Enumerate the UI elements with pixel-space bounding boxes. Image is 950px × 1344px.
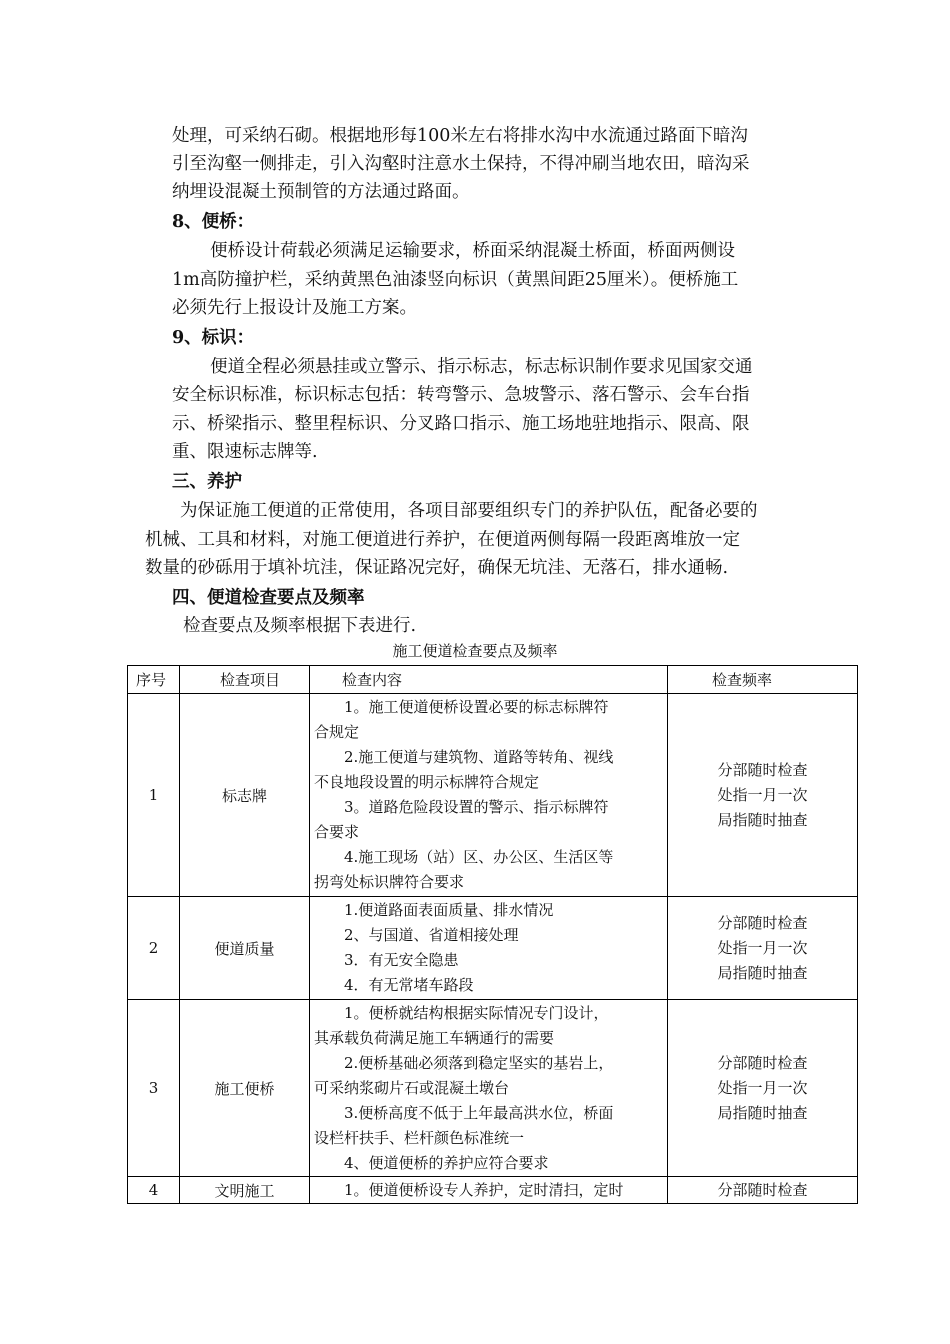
- table-row: [128, 897, 858, 1000]
- paragraph-line: 处理，可采纳石砌。根据地形每100米左右将排水沟中水流通过路面下暗沟: [172, 126, 748, 146]
- inspection-table: [127, 665, 858, 1204]
- content-line: 1。便桥就结构根据实际情况专门设计，: [344, 1003, 609, 1022]
- row-content: [310, 694, 668, 897]
- paragraph-line: 必须先行上报设计及施工方案。: [172, 298, 417, 318]
- paragraph-line: 安全标识标准，标识标志包括：转弯警示、急坡警示、落石警示、会车台指: [172, 385, 750, 405]
- paragraph-line: 便道全程必须悬挂或立警示、指示标志，标志标识制作要求见国家交通: [210, 357, 753, 377]
- content-line: 不良地段设置的明示标牌符合规定: [314, 773, 540, 791]
- frequency-line: 局指随时抽查: [717, 1103, 808, 1122]
- frequency-line: 处指一月一次: [717, 938, 808, 957]
- content-line: 合要求: [314, 823, 360, 841]
- row-item: 文明施工: [180, 1177, 310, 1204]
- section-heading: 8、便桥：: [172, 212, 255, 232]
- table-row: [128, 694, 858, 897]
- content-line: 合规定: [314, 723, 360, 741]
- header-frequency: 检查频率: [668, 666, 858, 694]
- table-header-row: [128, 666, 858, 694]
- content-line: 2、与国道、省道相接处理: [344, 926, 519, 944]
- row-item: 标志牌: [180, 694, 310, 897]
- row-item: 施工便桥: [180, 1000, 310, 1177]
- content-line: 2.便桥基础必须落到稳定坚实的基岩上，: [344, 1053, 614, 1072]
- paragraph-line: 检查要点及频率根据下表进行.: [183, 616, 417, 636]
- content-line: 3.便桥高度不低于上年最高洪水位，桥面: [344, 1103, 614, 1122]
- content-line: 4．有无常堵车路段: [344, 976, 474, 994]
- content-line: 3。道路危险段设置的警示、指示标牌符: [344, 798, 609, 816]
- row-frequency: [668, 897, 858, 1000]
- row-content: [310, 1000, 668, 1177]
- row-number: 4: [128, 1177, 180, 1204]
- row-content: [310, 897, 668, 1000]
- content-line: 3．有无安全隐患: [344, 951, 459, 969]
- header-content: 检查内容: [310, 666, 668, 694]
- frequency-line: 分部随时检查: [717, 1180, 808, 1199]
- paragraph-line: 1m高防撞护栏，采纳黄黑色油漆竖向标识（黄黑间距25厘米）。便桥施工: [172, 270, 739, 290]
- content-line: 4、便道便桥的养护应符合要求: [344, 1153, 549, 1172]
- content-line: 其承载负荷满足施工车辆通行的需要: [314, 1028, 555, 1047]
- paragraph-line: 数量的砂砾用于填补坑洼，保证路况完好，确保无坑洼、无落石，排水通畅.: [145, 558, 729, 578]
- content-line: 设栏杆扶手、栏杆颜色标准统一: [314, 1128, 525, 1147]
- frequency-line: 局指随时抽查: [717, 963, 808, 982]
- frequency-line: 分部随时检查: [717, 913, 808, 932]
- content-line: 1.便道路面表面质量、排水情况: [344, 901, 554, 919]
- frequency-line: 处指一月一次: [717, 1078, 808, 1097]
- frequency-line: 局指随时抽查: [717, 810, 808, 829]
- row-frequency: [668, 694, 858, 897]
- table-row: [128, 1177, 858, 1204]
- section-heading: 三、养护: [172, 472, 242, 492]
- frequency-line: 分部随时检查: [717, 760, 808, 779]
- table-row: [128, 1000, 858, 1177]
- header-item: 检查项目: [180, 666, 310, 694]
- row-content: [310, 1177, 668, 1204]
- content-line: 4.施工现场（站）区、办公区、生活区等: [344, 848, 614, 866]
- row-number: 1: [128, 694, 180, 897]
- table-caption: 施工便道检查要点及频率: [392, 642, 558, 660]
- paragraph-line: 纳埋设混凝土预制管的方法通过路面。: [172, 182, 470, 202]
- header-no: 序号: [128, 666, 180, 694]
- content-line: 拐弯处标识牌符合要求: [314, 873, 465, 891]
- paragraph-line: 为保证施工便道的正常使用，各项目部要组织专门的养护队伍，配备必要的: [180, 501, 758, 521]
- paragraph-line: 机械、工具和材料，对施工便道进行养护，在便道两侧每隔一段距离堆放一定: [145, 530, 740, 550]
- paragraph-line: 重、限速标志牌等.: [172, 442, 318, 462]
- content-line: 2.施工便道与建筑物、道路等转角、视线: [344, 748, 614, 766]
- row-frequency: [668, 1000, 858, 1177]
- paragraph-line: 便桥设计荷载必须满足运输要求，桥面采纳混凝土桥面，桥面两侧设: [210, 241, 735, 261]
- row-item: 便道质量: [180, 897, 310, 1000]
- row-frequency: [668, 1177, 858, 1204]
- content-line: 可采纳浆砌片石或混凝土墩台: [314, 1078, 510, 1097]
- row-number: 3: [128, 1000, 180, 1177]
- paragraph-line: 示、桥梁指示、整里程标识、分叉路口指示、施工场地驻地指示、限高、限: [172, 414, 750, 434]
- frequency-line: 分部随时检查: [717, 1053, 808, 1072]
- row-number: 2: [128, 897, 180, 1000]
- section-heading: 四、便道检查要点及频率: [172, 588, 365, 608]
- content-line: 1。便道便桥设专人养护，定时清扫，定时: [344, 1180, 624, 1199]
- section-heading: 9、标识：: [172, 328, 255, 348]
- paragraph-line: 引至沟壑一侧排走，引入沟壑时注意水土保持，不得冲刷当地农田，暗沟采: [172, 154, 750, 174]
- frequency-line: 处指一月一次: [717, 785, 808, 804]
- content-line: 1。施工便道便桥设置必要的标志标牌符: [344, 698, 609, 716]
